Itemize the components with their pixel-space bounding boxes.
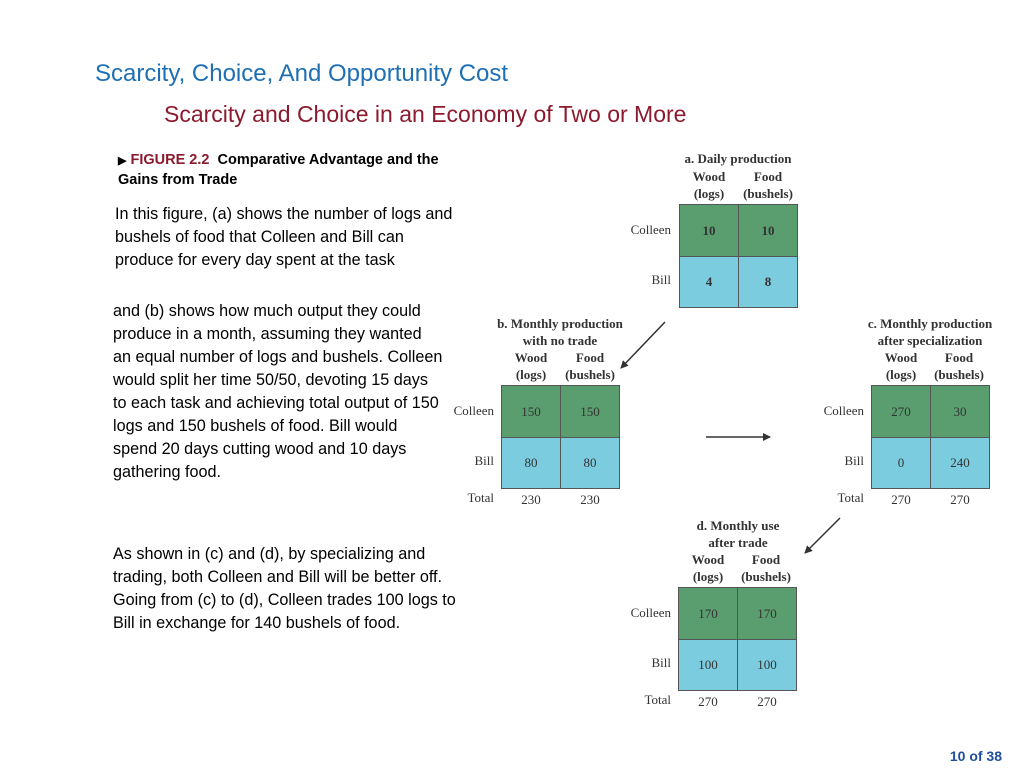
panel-d-row-total: Total [644, 692, 671, 707]
panel-b-row-colleen: Colleen [453, 403, 494, 418]
panel-b-food-header: Food (bushels) [565, 350, 615, 382]
panel-b-cell-bill-wood: 80 [501, 437, 561, 489]
panel-a-cell-bill-food: 8 [738, 256, 798, 308]
panel-a-row-colleen: Colleen [630, 222, 671, 237]
panel-d-total-wood: 270 [698, 694, 718, 709]
figure-caption: Comparative Advantage and the Gains from Trade [118, 152, 439, 188]
panel-c-title: c. Monthly production after specialization [867, 316, 993, 348]
panel-c-row-total: Total [837, 490, 864, 505]
triangle-bullet-icon: ▶ [118, 155, 127, 167]
panel-c-row-colleen: Colleen [823, 403, 864, 418]
arrow-c-to-d-icon [805, 518, 840, 553]
panel-c-food-header: Food (bushels) [934, 350, 984, 382]
panel-b-cell-colleen-wood: 150 [501, 385, 561, 438]
panel-d-row-colleen: Colleen [630, 605, 671, 620]
panel-b-row-bill: Bill [474, 453, 494, 468]
panel-d-food-header: Food (bushels) [741, 552, 791, 584]
panel-d-cell-bill-wood: 100 [678, 639, 738, 691]
panel-c-row-bill: Bill [844, 453, 864, 468]
figure-number: FIGURE 2.2 [130, 152, 210, 168]
panel-c-wood-header: Wood (logs) [884, 350, 918, 382]
panel-d-title: d. Monthly use after trade [696, 518, 780, 550]
paragraph-1: In this figure, (a) shows the number of logs and bushels of food that Colleen and Bill can produce for every day spent at the task [115, 205, 453, 269]
panel-a-title: a. Daily production [684, 151, 792, 166]
panel-a-cell-colleen-wood: 10 [679, 204, 739, 257]
panel-c-cell-bill-wood: 0 [871, 437, 931, 489]
panel-a-food-header: Food (bushels) [743, 169, 793, 201]
panel-b-total-wood: 230 [521, 492, 541, 507]
panel-a-wood-header: Wood (logs) [692, 169, 726, 201]
slide-title: Scarcity, Choice, And Opportunity Cost [95, 60, 509, 87]
panel-b-title: b. Monthly production with no trade [497, 316, 623, 348]
panel-d-row-bill: Bill [651, 655, 671, 670]
panel-c-total-food: 270 [950, 492, 970, 507]
panel-b-cell-colleen-food: 150 [560, 385, 620, 438]
panel-d-cell-colleen-food: 170 [737, 587, 797, 640]
paragraph-2: and (b) shows how much output they could produce in a month, assuming they wanted an equal number of logs and bushels. Colleen would split her time 50/50, devoting 15 days to each task and achieving total output of 150 logs and 150 bushels of food. Bill would spend 20 days cutting wood and 10 days gathering food. [113, 302, 443, 481]
panel-b-cell-bill-food: 80 [560, 437, 620, 489]
panel-d-total-food: 270 [757, 694, 777, 709]
panel-a-cell-colleen-food: 10 [738, 204, 798, 257]
arrow-a-to-b-icon [621, 322, 665, 368]
slide-subtitle: Scarcity and Choice in an Economy of Two or More [164, 101, 687, 127]
panel-b-total-food: 230 [580, 492, 600, 507]
panel-a-cell-bill-wood: 4 [679, 256, 739, 308]
panel-d-cell-bill-food: 100 [737, 639, 797, 691]
panel-b-wood-header: Wood (logs) [514, 350, 548, 382]
panel-d-wood-header: Wood (logs) [691, 552, 725, 584]
page-number: 10 of 38 [949, 748, 1002, 764]
paragraph-3: As shown in (c) and (d), by specializing and trading, both Colleen and Bill will be better off. Going from (c) to (d), Colleen trades 100 logs to Bill in exchange for 140 bushels of food. [113, 545, 456, 632]
panel-c-cell-bill-food: 240 [930, 437, 990, 489]
panel-c-cell-colleen-wood: 270 [871, 385, 931, 438]
panel-c-cell-colleen-food: 30 [930, 385, 990, 438]
panel-b-row-total: Total [467, 490, 494, 505]
panel-a-row-bill: Bill [651, 272, 671, 287]
panel-c-total-wood: 270 [891, 492, 911, 507]
panel-d-cell-colleen-wood: 170 [678, 587, 738, 640]
